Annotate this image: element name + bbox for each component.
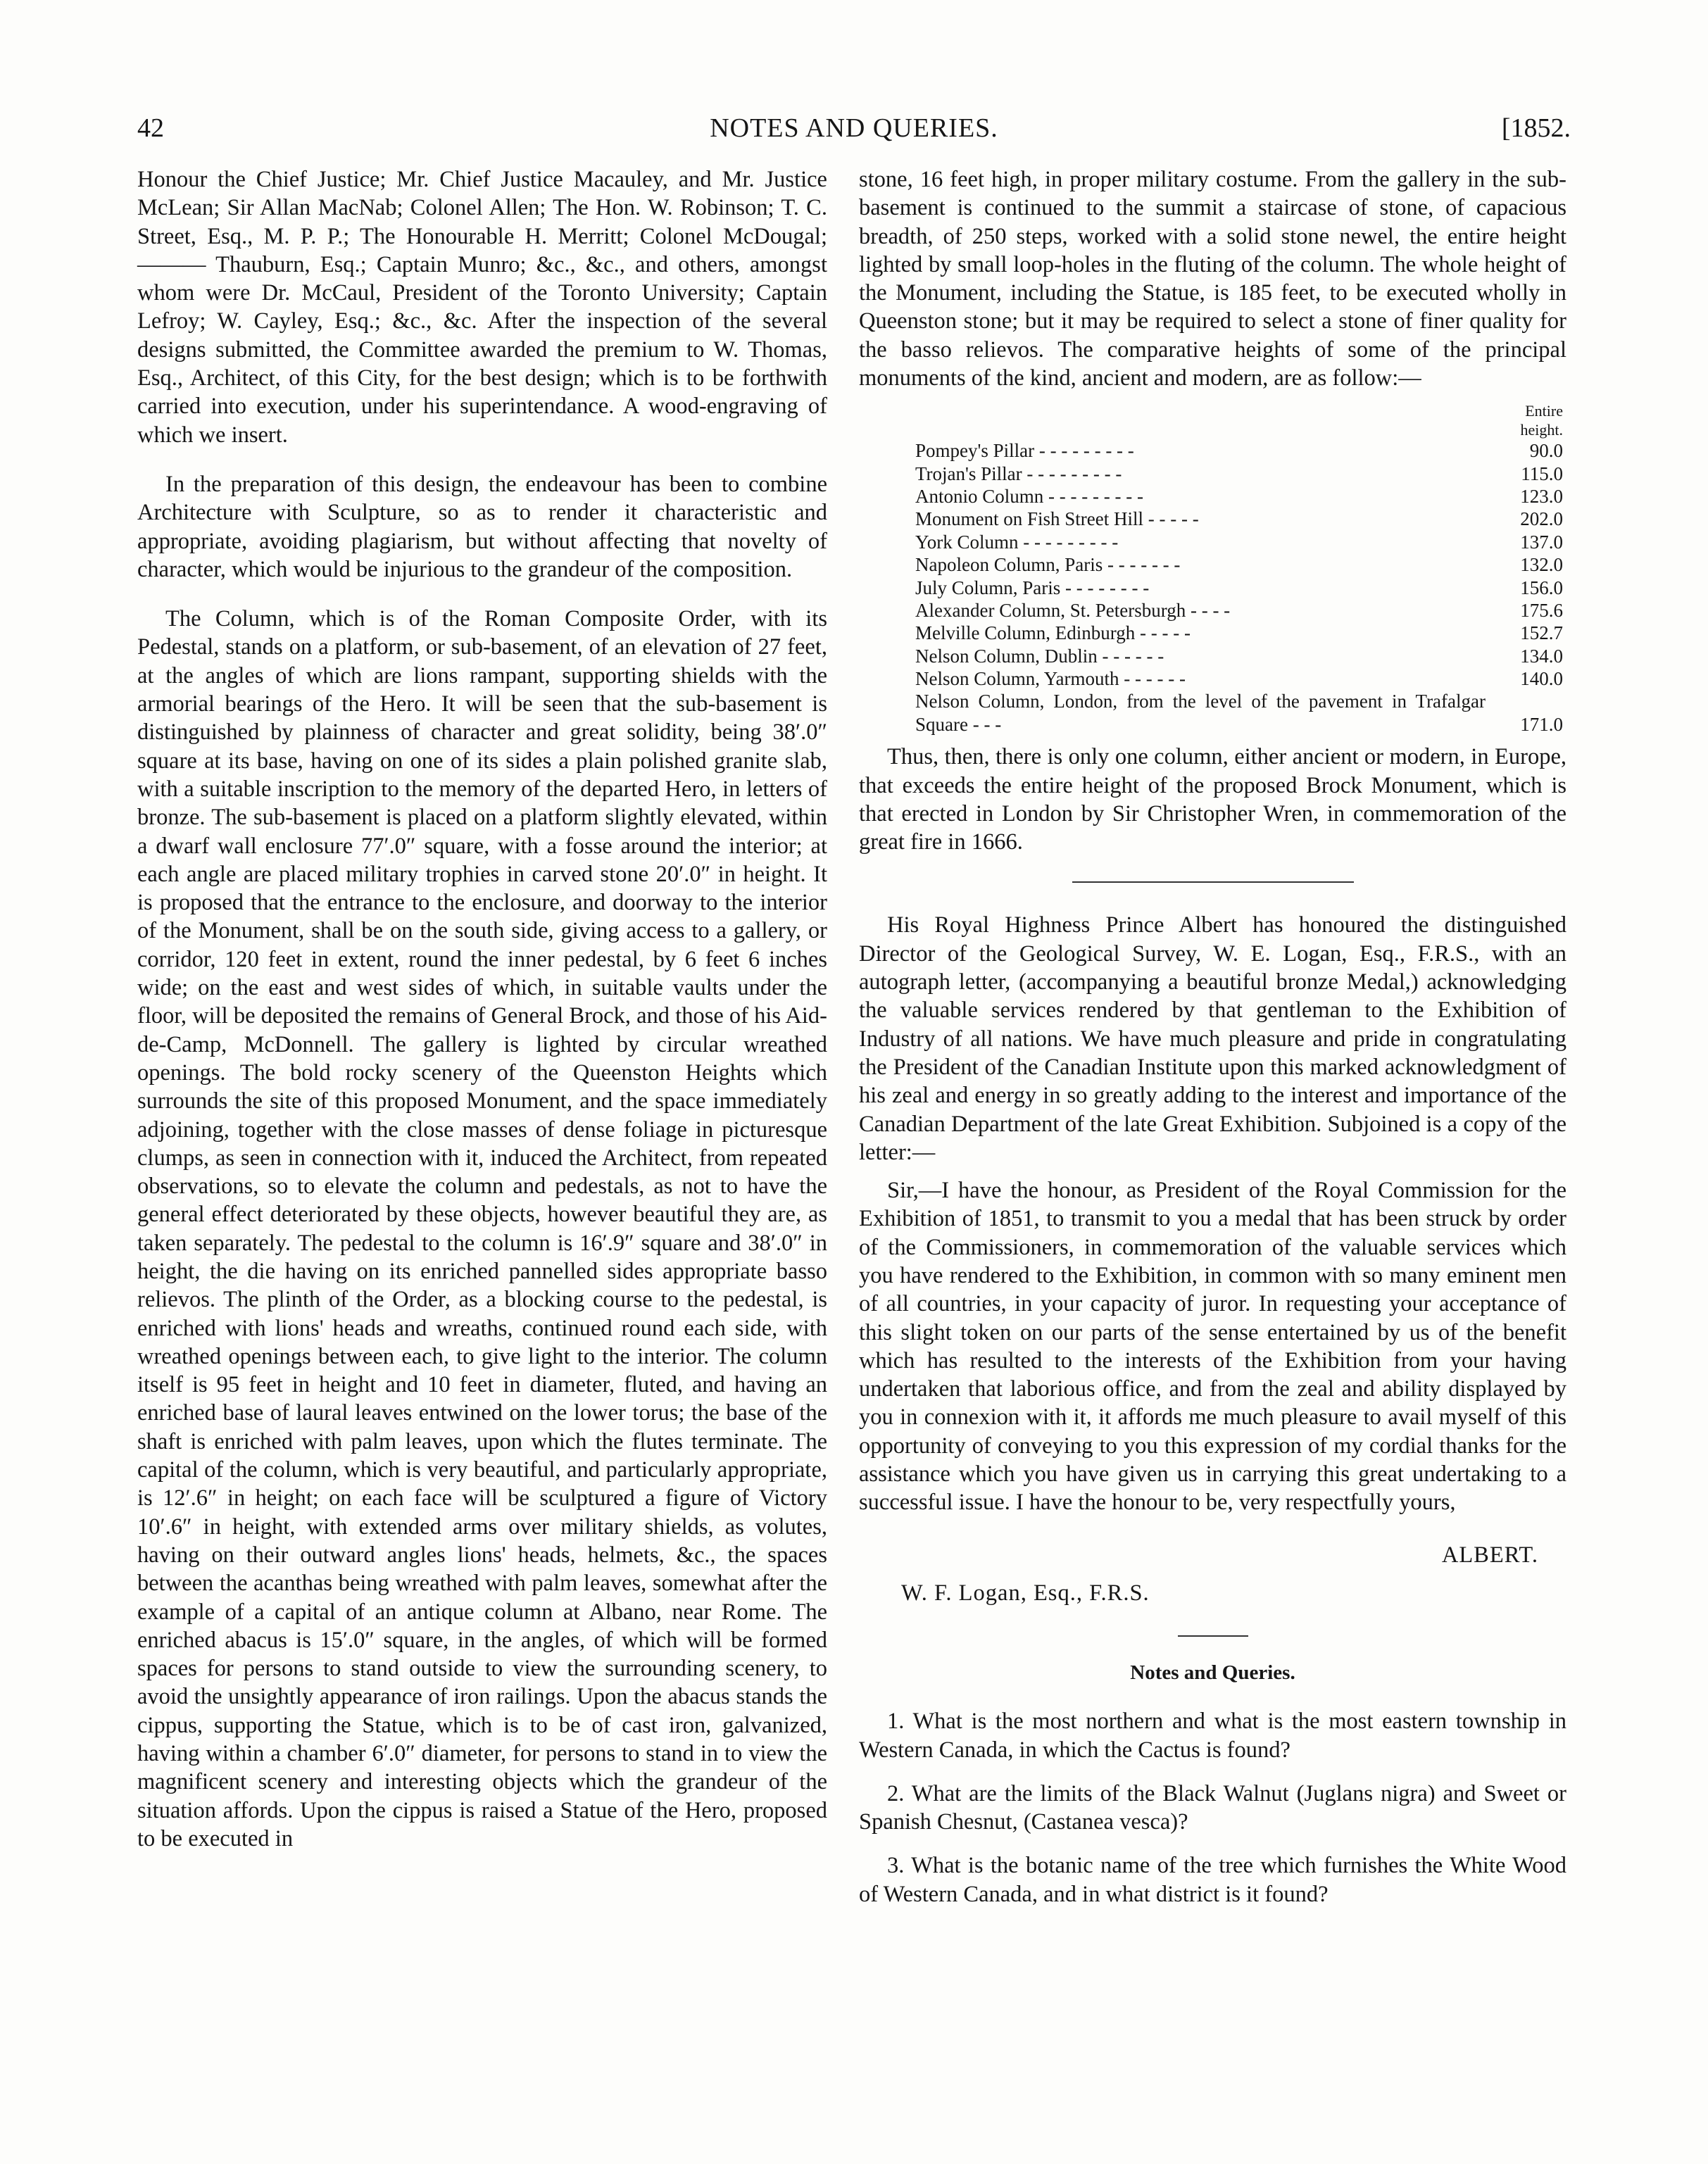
monument-heights-table: [915, 402, 1563, 736]
height-value: 134.0: [1520, 645, 1563, 667]
height-value: 156.0: [1520, 577, 1563, 598]
monument-name: Nelson Column, Dublin - - - - - -: [915, 645, 1164, 667]
table-row: [915, 439, 1563, 462]
query-item: 2. What are the limits of the Black Walnut (Juglans nigra) and Sweet or Spanish Chesnut, (Castanea vesca)?: [859, 1780, 1566, 1835]
paragraph: Honour the Chief Justice; Mr. Chief Justice Macauley, and Mr. Justice McLean; Sir Allan MacNab; Colonel Allen; The Hon. W. Robinson; T. C. Street, Esq., M. P. P.; The Honourable H. Merritt; Colonel McDougal; ——— Thauburn, Esq.; Captain Munro; &c., &c., and others, amongst whom were Dr. McCaul, President of the Toronto University; Captain Lefroy; W. Cayley, Esq.; &c., &c. After the inspection of the several designs submitted, the Committee awarded the premium to W. Thomas, Esq., Architect, of this City, for the best design; which is to be forthwith carried into execution, under his superintendance. A wood-engraving of which we insert.: [137, 167, 827, 448]
monument-name: Pompey's Pillar - - - - - - - - -: [915, 440, 1134, 462]
monument-name: Nelson Column, Yarmouth - - - - - -: [915, 668, 1186, 690]
table-row: [915, 622, 1563, 644]
table-row: [915, 645, 1563, 667]
paragraph: Thus, then, there is only one column, either ancient or modern, in Europe, that exceeds the entire height of the proposed Brock Monument, which is that erected in London by Sir Christopher Wren, in commemoration of the great fire in 1666.: [859, 744, 1566, 855]
table-row: [915, 531, 1563, 553]
table-row: [915, 463, 1563, 485]
monument-name: Alexander Column, St. Petersburgh - - - -: [915, 599, 1231, 621]
monument-name: Monument on Fish Street Hill - - - - -: [915, 508, 1199, 530]
column-header: Entire height.: [1520, 402, 1563, 439]
section-heading: Notes and Queries.: [1130, 1661, 1295, 1685]
addressee: W. F. Logan, Esq., F.R.S.: [901, 1580, 1150, 1606]
height-value: 123.0: [1520, 485, 1563, 507]
right-column: [859, 165, 1566, 1924]
monument-name: Antonio Column - - - - - - - - -: [915, 485, 1143, 507]
height-value: 132.0: [1520, 554, 1563, 576]
left-column: [137, 165, 827, 1853]
query-item: 3. What is the botanic name of the tree which furnishes the White Wood of Western Canada, and in what district is it found?: [859, 1853, 1566, 1907]
height-value: 202.0: [1520, 508, 1563, 530]
height-value: 115.0: [1521, 463, 1563, 484]
paragraph: The Column, which is of the Roman Composite Order, with its Pedestal, stands on a platform, or sub-basement, of an elevation of 27 feet, at the angles of which are lions rampant, supporting shields with the armorial bearings of the Hero. It will be seen that the sub-basement is distinguished by plainness of character and great solidity, being 38′.0″ square at its base, having on one of its sides a plain polished granite slab, with a suitable inscription to the memory of the departed Hero, in letters of bronze. The sub-basement is placed on a platform slightly elevated, within a dwarf wall enclosure 77′.0″ square, with a fosse around the interior; at each angle are placed military trophies in carved stone 20′.0″ in height. It is proposed that the entrance to the enclosure, and doorway to the interior of the Monument, shall be on the south side, giving access to a gallery, or corridor, 120 feet in extent, round the inner pedestal, by 6 feet 6 inches wide; on the east and west sides of which, in suitable vaults under the floor, will be deposited the remains of General Brock, and those of his Aid-de-Camp, McDonnell. The gallery is lighted by circular wreathed openings. The bold rocky scenery of the Queenston Heights which surrounds the site of this proposed Monument, and the space immediately adjoining, together with the close masses of dense foliage in picturesque clumps, as seen in connection with it, induced the Architect, from repeated observations, so to elevate the column and pedestals, as not to have the general effect deteriorated by these objects, however beautiful they are, as taken separately. The pedestal to the column is 16′.9″ square and 38′.0″ in height, the die having on its enriched pannelled sides appropriate basso relievos. The plinth of the Order, as a blocking course to the pedestal, is enriched with lions' heads and wreaths, continued round each side, with wreathed openings between each, to give light to the interior. The column itself is 95 feet in height and 10 feet in diameter, fluted, and having an enriched base of laural leaves entwined on the lower torus; the base of the shaft is enriched with palm leaves, upon which the flutes terminate. The capital of the column, which is very beautiful, and particularly appropriate, is 12′.6″ in height; on each face will be sculptured a figure of Victory 10′.6″ in height, with extended arms over military shields, as volutes, having on their outward angles lions' heads, helmets, &c., the spaces between the acanthas being wreathed with palm leaves, somewhat after the example of a capital of an antique column at Albano, near Rome. The enriched abacus is 15′.0″ square, in the angles, of which will be formed spaces for persons to stand outside to view the surrounding scenery, to avoid the unsightly appearance of iron railings. Upon the abacus stands the cippus, supporting the Statue, which is to be of cast iron, galvanized, having within a chamber 6′.0″ diameter, for persons to stand in to view the magnificent scenery and interesting objects which the grandeur of the situation affords. Upon the cippus is raised a Statue of the Hero, proposed to be executed in: [137, 606, 827, 1851]
running-header: [137, 113, 1571, 155]
height-value: 140.0: [1520, 668, 1563, 690]
table-header-row: [915, 402, 1563, 439]
height-value: 175.6: [1520, 599, 1563, 621]
table-row: [915, 599, 1563, 622]
monument-name: Napoleon Column, Paris - - - - - - -: [915, 554, 1181, 576]
monument-name: Trojan's Pillar - - - - - - - - -: [915, 463, 1122, 484]
paragraph: His Royal Highness Prince Albert has honoured the distinguished Director of the Geological Survey, W. E. Logan, Esq., F.R.S., with an autograph letter, (accompanying a beautiful bronze Medal,) acknowledging the valuable services rendered by that gentleman to the Exhibition of Industry of all nations. We have much pleasure and pride in congratulating the President of the Canadian Institute upon this marked acknowledgment of his zeal and energy in so greatly adding to the interest and importance of the Canadian Department of the late Great Exhibition. Subjoined is a copy of the letter:—: [859, 912, 1566, 1165]
section-divider: [1072, 881, 1354, 883]
monument-name: July Column, Paris - - - - - - - -: [915, 577, 1150, 598]
height-value: 137.0: [1520, 531, 1563, 553]
monument-name: Nelson Column, London, from the level of the pavement in Trafalgar Square - - -: [915, 691, 1486, 735]
height-value: 171.0: [1520, 713, 1563, 735]
paragraph: In the preparation of this design, the endeavour has been to combine Architecture with Sculpture, so as to render it characteristic and appropriate, avoiding plagiarism, but without affecting that novelty of character, which would be injurious to the grandeur of the composition.: [137, 471, 827, 582]
letter-body: Sir,—I have the honour, as President of the Royal Commission for the Exhibition of 1851, to transmit to you a medal that has been struck by order of the Commissioners, in commemoration of the valuable services which you have rendered to the Exhibition, in common with so many eminent men of all countries, in your capacity of juror. In requesting your acceptance of this slight token on our parts of the sense entertained by us of the benefit which has resulted to the interests of the Exhibition from your having undertaken that laborious office, and from the zeal and ability displayed by you in connexion with it, it affords me much pleasure to avail myself of this opportunity of conveying to you this expression of my cordial thanks for the assistance which you have given us in carrying this great undertaking to a successful issue. I have the honour to be, very respectfully yours,: [859, 1178, 1566, 1516]
table-row: [915, 508, 1563, 530]
monument-name: Melville Column, Edinburgh - - - - -: [915, 622, 1191, 644]
table-row: [915, 577, 1563, 599]
page-number: 42: [137, 113, 164, 143]
query-item: 1. What is the most northern and what is the most eastern township in Western Canada, in which the Cactus is found?: [859, 1709, 1566, 1763]
paragraph: stone, 16 feet high, in proper military costume. From the gallery in the sub-basement is continued to the summit a staircase of stone, of capacious breadth, of 250 steps, worked with a solid stone newel, the entire height lighted by small loop-holes in the fluting of the column. The whole height of the Monument, including the Statue, is 185 feet, to be executed wholly in Queenston stone; but it may be required to select a stone of finer quality for the basso relievos. The comparative heights of some of the principal monuments of the kind, ancient and modern, are as follow:—: [859, 167, 1566, 391]
height-value: 152.7: [1520, 622, 1563, 644]
table-row: [915, 690, 1563, 736]
monument-name: York Column - - - - - - - - -: [915, 531, 1119, 553]
year: [1852.: [1501, 113, 1571, 143]
journal-title: NOTES AND QUERIES.: [710, 113, 998, 143]
table-row: [915, 553, 1563, 576]
signature: ALBERT.: [1441, 1542, 1538, 1568]
height-value: 90.0: [1529, 440, 1563, 462]
table-row: [915, 667, 1563, 690]
section-divider: [1178, 1635, 1248, 1637]
table-row: [915, 485, 1563, 508]
